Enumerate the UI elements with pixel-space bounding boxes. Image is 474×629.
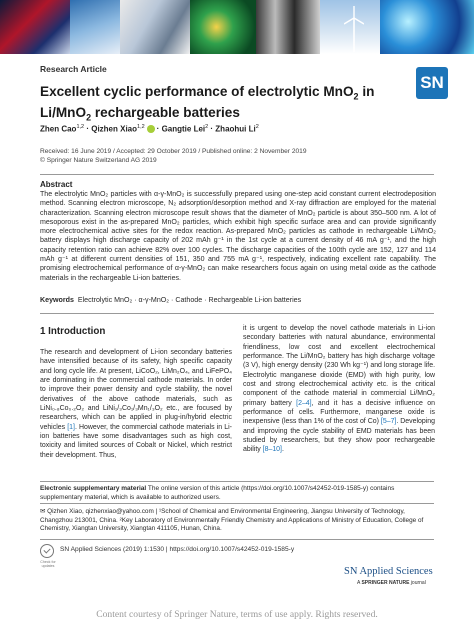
banner-tile [70,0,120,54]
intro-right-column: it is urgent to develop the novel cathode materials in Li-ion secondary batteries with natural abundance, environmental friendliness, low cost and excellent electrochemical performance. The Li/MnO₂ battery has high discharge voltage (3 V), high energy density (230 Wh kg⁻¹) and long storage life. Electrolytic manganese dioxide (EMD) with high purity, low cost and strong electrochemical activity etc. is the critical component of the cathode material in commercial Li/MnO₂ primary battery [2–4], and it has a decisive influence on performance of cells. Furthermore, manganese oxide is inexpensive (less than 1% of the cost of Co) [5–7]. Developing and improving the cycle stability of EMD materials has been studied by researchers, but they show poor rechargeable ability [8–10]. [243,325,435,454]
banner-tile [190,0,256,54]
check-for-updates-icon[interactable] [40,544,54,558]
keywords [40,296,301,304]
divider [40,174,434,175]
copyright-line: © Springer Nature Switzerland AG 2019 [40,157,157,164]
banner-tile [0,0,70,54]
journal-citation: SN Applied Sciences (2019) 1:1530 | https://doi.org/10.1007/s42452-019-1585-y [60,546,295,553]
citation-link[interactable]: [1] [67,423,75,431]
orcid-icon[interactable] [147,125,155,133]
author-list [40,124,259,134]
separator: · [208,124,216,134]
section-heading: 1 Introduction [40,326,106,337]
paper-title: Excellent cyclic performance of electrolytic MnO$_2$ in Li/MnO$_2$ rechargeable batteries [40,84,375,123]
abstract-text: The electrolytic MnO₂ particles with α-γ-MnO₂ is successfully prepared using one-step acid constant current electrodeposition method. Scanning electron microscope, N₂ adsorption/desorption method and X-ray diffraction are employed for the material characterization. Scanning electron microscope result shows that the diameter of MnO₂ particle is about 350–500 nm. A lot of mesoporous exist in the as-prepared MnO₂ particles, which exhibit high specific surface area and can provide significantly more electrochemical active sites for the redox reaction. As-prepared MnO₂ particles as cathode in rechargeable Li/MnO₂ battery displays high discharge capacity of 202 mAh g⁻¹ in the 1st cycle at a current density of 46 mA g⁻¹, and the high capacity retention ratio can achieve 82% over 100 cycles. The discharge capacities of the 100th cycle are 152, 127 and 114 mAh g⁻¹ at different current densities of 151, 350 and 755 mA g⁻¹, respectively, indicating excellent rate capability. The promising electrochemical performance of α-γ-MnO₂ can make researchers focus again on using metal oxide as the cathode materials in the rechargeable Li-ion batteries. [40,191,436,282]
header-banner-image [0,0,474,54]
wind-turbine-icon [344,6,364,52]
banner-tile [320,0,380,54]
separator: · [84,124,92,134]
author-name[interactable]: Qizhen Xiao$^{1,2}$ [91,124,145,134]
divider [40,503,434,504]
banner-tile [120,0,190,54]
dates-line: Received: 16 June 2019 / Accepted: 29 October 2019 / Published online: 2 November 2019 [40,148,307,155]
article-type: Research Article [40,64,107,74]
publication-dates [40,147,307,165]
affiliations: ✉ Qizhen Xiao, qizhenxiao@yahoo.com | ¹School of Chemical and Environmental Engineering, Jiangsu University of Technology, Changzhou 213001, China. ²Key Laboratory of Environmentally Friendly Chemistry and Applications of Ministry of Education, College of Chemistry, Xiangtan University, Xiangtan 411105, Hunan, China. [40,508,424,532]
banner-tile [380,0,474,54]
divider [40,539,434,540]
courtesy-notice: Content courtesy of Springer Nature, terms of use apply. Rights reserved. [96,609,378,620]
check-for-updates-label: Check for updates [40,560,56,568]
sn-logo[interactable]: SN [416,67,448,99]
separator: · [156,124,162,134]
divider [40,481,434,482]
banner-tile [256,0,320,54]
citation-link[interactable]: [5–7] [380,418,397,426]
keywords-label: Keywords [40,296,74,304]
author-name[interactable]: Zhen Cao$^{1,2}$ [40,124,85,134]
publisher-tagline: A SPRINGER NATURE journal [357,580,426,586]
intro-left-column: The research and development of Li-ion secondary batteries have intensified because of its safety, high specific capacity and long cycle life. At present, LiCoO₂, LiMn₂O₄, and LiFePO₄ are dominating in the commercial cathode materials. In order to improve their power density and cycle stability, the novel derivatives of the above cathode materials, such as LiNi₀.₈Co₀.₂O₂ and LiNi₁/₃Co₁/₃Mn₁/₃O₂ etc., are focused by researchers, which can be applied in plug-in/hybrid electric vehicles [1]. However, the commercial cathode materials in Li-ion batteries have some disadvantages such as high cost, toxicity and limited sources of Cobalt or Nickel, which restrict their development. Thus, [40,349,232,459]
journal-brand: SN Applied Sciences [344,566,433,577]
keywords-list: Electrolytic MnO₂ · α-γ-MnO₂ · Cathode · Rechargeable Li-ion batteries [77,296,302,304]
citation-link[interactable]: [8–10] [262,446,282,454]
supplementary-note: Electronic supplementary material The online version of this article (https://doi.org/10.1007/s42452-019-1585-y) contains supplementary material, which is available to authorized users. [40,485,395,501]
divider [40,313,434,314]
author-name[interactable]: Gangtie Lei$^2$ [161,124,209,134]
abstract-heading: Abstract [40,180,73,189]
citation-link[interactable]: [2–4] [296,399,312,407]
author-name[interactable]: Zhaohui Li$^2$ [215,124,259,134]
